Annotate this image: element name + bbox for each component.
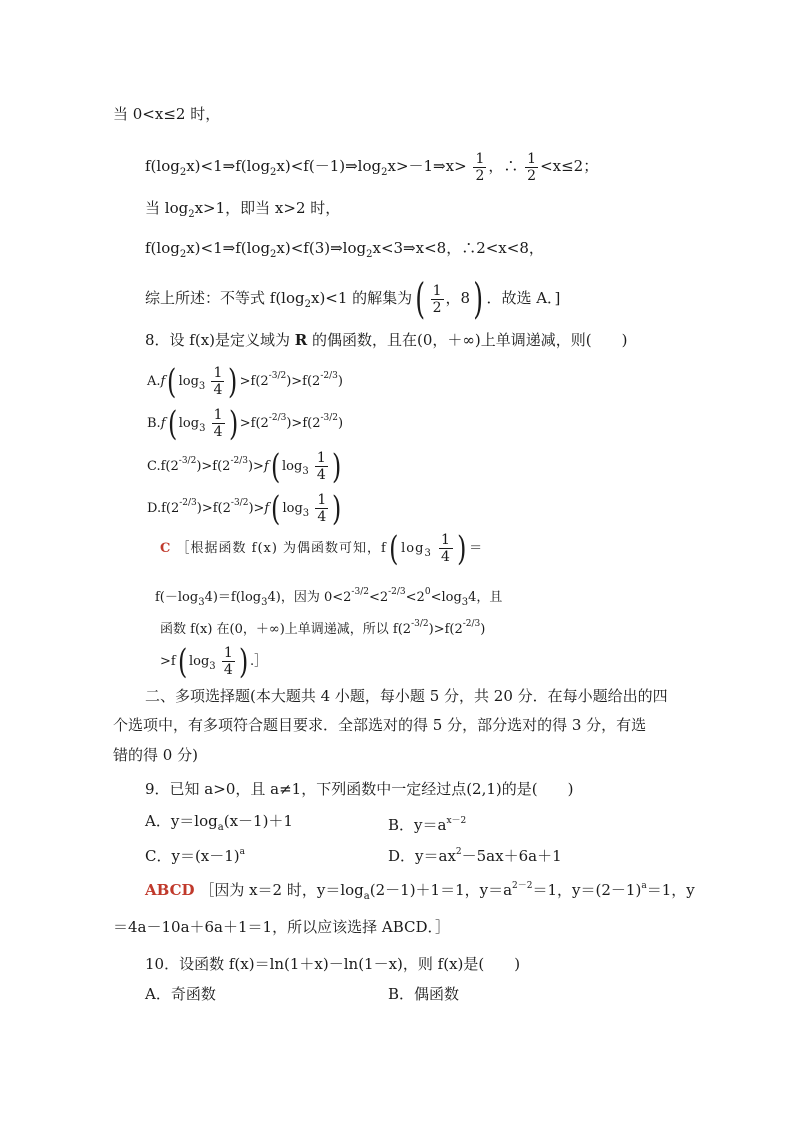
section-2-heading-line2: 个选项中，有多项符合题目要求．全部选对的得 5 分，部分选对的得 3 分，有选 [113,716,647,734]
question-10-option-b[interactable]: B．偶函数 [388,985,460,1003]
question-9-solution-line1: ABCD ［因为 x＝2 时，$y=\log_a(2-1)+1=1$，$y=a^{2-2}=1$，$y=(2-1)^a=1$，y [145,881,695,902]
summary-line: 综上所述：不等式 $f(\log_2x)<1$ 的解集为( $\frac{1}{2}$ ，8) ．故选 A．] [145,274,561,323]
case1-heading: 当 0<x≤2 时， [113,105,221,123]
question-8-option-b[interactable]: B.f( $\log_3$ $\frac{1}{4}$ ) $>f(2^{-2/3})>f(2^{-3/2})$ [147,403,344,444]
question-9-option-d[interactable]: D．$y=ax^2-5ax+6a+1$ [388,847,562,865]
question-8-option-a[interactable]: A.f( $\log_3$ $\frac{1}{4}$ ) $>f(2^{-3/2})>f(2^{-2/3})$ [147,361,343,402]
case1-derivation: $f(\log_2x)<1\Rightarrow f(\log_2x)<f(-1)\Rightarrow\log_2x>-1\Rightarrow x>$ $\frac{1}{2}$ ，∴ $\frac{1}{2}$ <x≤2； [145,150,599,184]
question-9-option-c[interactable]: C．$y=(x-1)^a$ [145,847,246,865]
case2-heading: 当 $\log_2x>1$，即当 x>2 时， [145,199,341,220]
fraction-half: $\frac{1}{2}$ [432,282,442,316]
question-8-stem: 8．设 f(x)是定义域为 R 的偶函数，且在(0，＋∞)上单调递减，则( ) [145,331,628,349]
question-10-option-a[interactable]: A．奇函数 [145,985,216,1003]
question-8-solution-line2: $f(-\log_34)=f(\log_34)$，因为 $0<2^{-3/2}<2^{-2/3}<2^0<\log_34$，且 [155,587,503,608]
question-9-option-a[interactable]: A．$y=\log_a(x-1)+1$ [145,812,293,833]
fraction-half: $\frac{1}{2}$ [527,150,537,184]
question-9-option-b[interactable]: B．$y=a^{x-2}$ [388,816,467,834]
question-9-solution-line2: ＝4a－10a＋6a＋1＝1，所以应该选择 ABCD．］ [113,918,450,936]
case2-derivation: $f(\log_2x)<1\Rightarrow f(\log_2x)<f(3)\Rightarrow\log_2x<3\Rightarrow x<8$，∴2<x<8， [145,239,544,260]
question-9-answer: ABCD [145,881,195,899]
section-2-heading-line1: 二、多项选择题(本大题共 4 小题，每小题 5 分，共 20 分．在每小题给出的四 [145,687,668,705]
question-8-solution-line3: 函数 f(x) 在(0，＋∞)上单调递减，所以 $f(2^{-3/2})>f(2^{-2/3})$ [160,619,486,637]
question-8-answer: C [160,541,172,556]
question-9-stem: 9．已知 a>0，且 a≠1，下列函数中一定经过点(2,1)的是( ) [145,780,574,798]
fraction-half: $\frac{1}{2}$ [475,150,485,184]
question-8-option-d[interactable]: $D.f(2^{-2/3})>f(2^{-3/2})>f$( $\log_3$ $\frac{1}{4}$ ) [147,488,342,529]
section-2-heading-line3: 错的得 0 分) [113,746,198,764]
question-8-solution-line1: C ［根据函数 f(x) 为偶函数可知，f( $\log_3$ $\frac{1}{4}$ ) ＝ [160,528,484,569]
question-8-option-c[interactable]: $C.f(2^{-3/2})>f(2^{-2/3})>f$( $\log_3$ $\frac{1}{4}$ ) [147,446,342,487]
question-8-solution-line4: >f( $\log_3$ $\frac{1}{4}$ ) .］ [160,641,268,682]
question-10-stem: 10．设函数 f(x)＝ln(1＋x)－ln(1－x)，则 f(x)是( ) [145,955,521,973]
